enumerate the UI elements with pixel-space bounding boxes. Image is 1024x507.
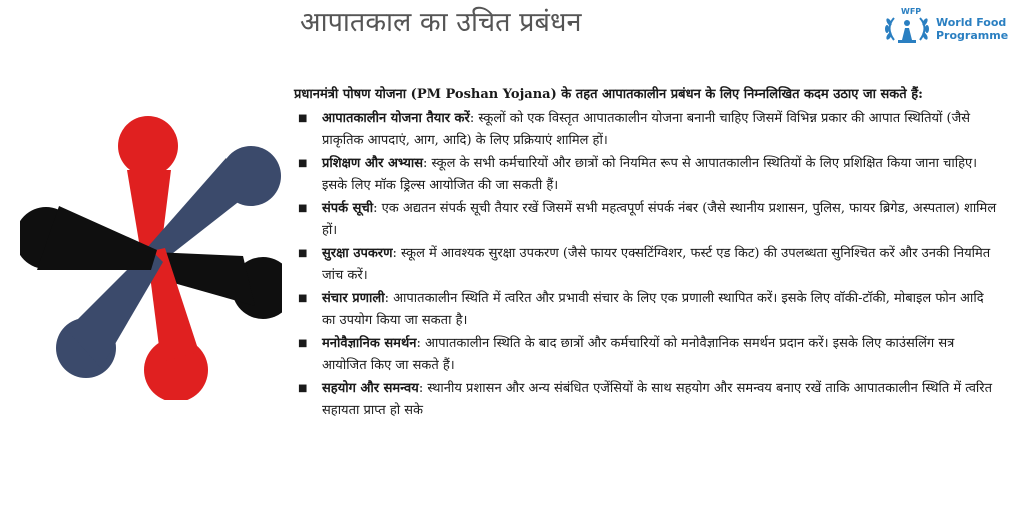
wfp-logo <box>880 8 1020 48</box>
logo-abbreviation: WFP <box>901 7 922 16</box>
square-bullet-icon: ■ <box>298 248 308 259</box>
item-text: : एक अद्यतन संपर्क सूची तैयार रखें जिसमें सभी महत्वपूर्ण संपर्क नंबर (जैसे स्थानीय प्रशासन, पुलिस, फायर ब्रिगेड, अस्पताल) शामिल हों। <box>322 201 997 238</box>
item-text: : स्कूल में आवश्यक सुरक्षा उपकरण (जैसे फायर एक्सटिंग्विशर, फर्स्ट एड किट) की उपलब्धता सुनिश्चित करें और उनकी नियमित जांच करें। <box>322 246 991 283</box>
list-item <box>294 333 1000 377</box>
points-list <box>294 108 1000 422</box>
item-term: आपातकालीन योजना तैयार करें <box>322 111 470 126</box>
logo-name-line2: Programme <box>936 29 1009 42</box>
list-item <box>294 153 1000 197</box>
list-item <box>294 108 1000 152</box>
item-term: संचार प्रणाली <box>322 291 385 306</box>
item-text: : स्कूल के सभी कर्मचारियों और छात्रों को नियमित रूप से आपातकालीन स्थितियों के लिए प्रशिक्षित किया जाना चाहिए। इसके लिए मॉक ड्रिल्स आयोजित की जा सकती हैं। <box>322 156 978 193</box>
page-title: आपातकाल का उचित प्रबंधन <box>300 7 582 38</box>
logo-name-line1: World Food <box>936 16 1007 29</box>
item-term: सहयोग और समन्वय <box>322 381 419 396</box>
item-term: सुरक्षा उपकरण <box>322 246 393 261</box>
list-item <box>294 288 1000 332</box>
list-item <box>294 378 1000 422</box>
item-text: : आपातकालीन स्थिति में त्वरित और प्रभावी संचार के लिए एक प्रणाली स्थापित करें। इसके लिए वॉकी-टॉकी, मोबाइल फोन आदि का उपयोग किया जा सकता है। <box>322 291 984 328</box>
intro-text: प्रधानमंत्री पोषण योजना (PM Poshan Yojana) के तहत आपातकालीन प्रबंधन के लिए निम्नलिखित कदम उठाए जा सकते हैं: <box>294 87 923 102</box>
square-bullet-icon: ■ <box>298 338 308 349</box>
item-text: : आपातकालीन स्थिति के बाद छात्रों और कर्मचारियों को मनोवैज्ञानिक समर्थन प्रदान करें। इसके लिए काउंसलिंग सत्र आयोजित किए जा सकते हैं। <box>322 336 955 373</box>
linked-people-circle-icon <box>20 112 282 400</box>
item-text: : स्थानीय प्रशासन और अन्य संबंधित एजेंसियों के साथ सहयोग और समन्वय बनाए रखें ताकि आपातकालीन स्थिति में त्वरित सहायता प्राप्त हो सके <box>322 381 993 418</box>
item-term: संपर्क सूची <box>322 201 374 216</box>
square-bullet-icon: ■ <box>298 203 308 214</box>
list-item <box>294 243 1000 287</box>
content-section <box>294 84 1000 423</box>
item-term: मनोवैज्ञानिक समर्थन <box>322 336 417 351</box>
list-item <box>294 198 1000 242</box>
square-bullet-icon: ■ <box>298 383 308 394</box>
logo-name <box>936 16 1020 42</box>
square-bullet-icon: ■ <box>298 158 308 169</box>
item-text: : स्कूलों को एक विस्तृत आपातकालीन योजना बनानी चाहिए जिसमें विभिन्न प्रकार की आपात स्थितियों (जैसे प्राकृतिक आपदाएं, आग, आदि) के लिए प्रक्रियाएं शामिल हों। <box>322 111 971 148</box>
square-bullet-icon: ■ <box>298 113 308 124</box>
square-bullet-icon: ■ <box>298 293 308 304</box>
item-term: प्रशिक्षण और अभ्यास <box>322 156 424 171</box>
